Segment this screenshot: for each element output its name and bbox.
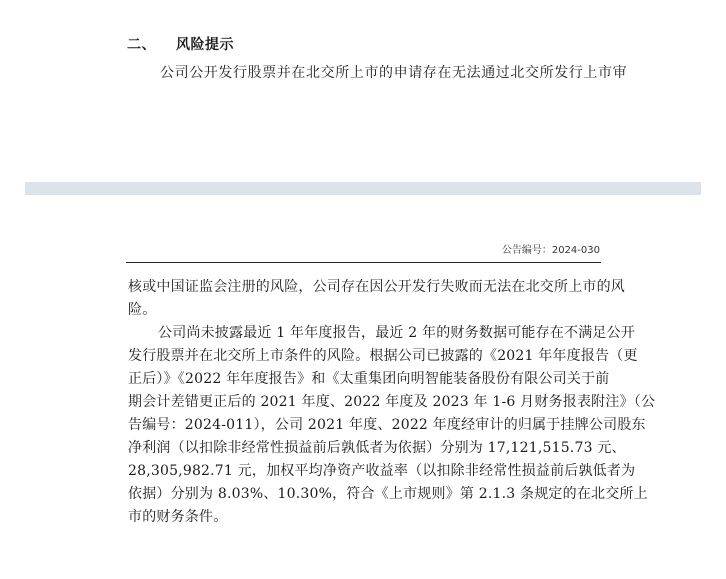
text-line: 净利润（以扣除非经常性损益前后孰低者为依据）分别为 17,121,515.73 元、 [128,440,626,456]
text-line: 公司尚未披露最近 1 年年度报告，最近 2 年的财务数据可能存在不满足公开 [158,325,636,341]
section-number: 二、 [127,37,156,53]
section-title: 风险提示 [176,37,234,53]
text-line: 发行股票并在北交所上市条件的风险。根据公司已披露的《2021 年年度报告（更 [128,348,638,364]
section-heading [127,34,234,54]
paragraph-line: 公司公开发行股票并在北交所上市的申请存在无法通过北交所发行上市审 [160,65,628,81]
text-line: 正后）》《2022 年年度报告》和《太重集团向明智能装备股份有限公司关于前 [128,371,610,387]
text-line: 依据）分别为 8.03%、10.30%，符合《上市规则》第 2.1.3 条规定的在北交所上 [128,486,648,502]
document-page-top [0,0,726,182]
page-separator [25,182,701,195]
body-text [128,276,656,529]
text-line: 核或中国证监会注册的风险，公司存在因公开发行失败而无法在北交所上市的风 [128,279,625,295]
header-rule [126,262,601,263]
text-line: 险。 [128,302,157,318]
announcement-number: 公告编号：2024-030 [501,245,600,256]
text-line: 期会计差错更正后的 2021 年度、2022 年度及 2023 年 1-6 月财务报表附注》（公 [128,394,656,410]
text-line: 市的财务条件。 [128,509,228,525]
text-line: 告编号：2024-011），公司 2021 年度、2022 年度经审计的归属于挂牌公司股东 [128,417,646,433]
text-line: 28,305,982.71 元，加权平均净资产收益率（以扣除非经常性损益前后孰低者为 [128,463,636,479]
